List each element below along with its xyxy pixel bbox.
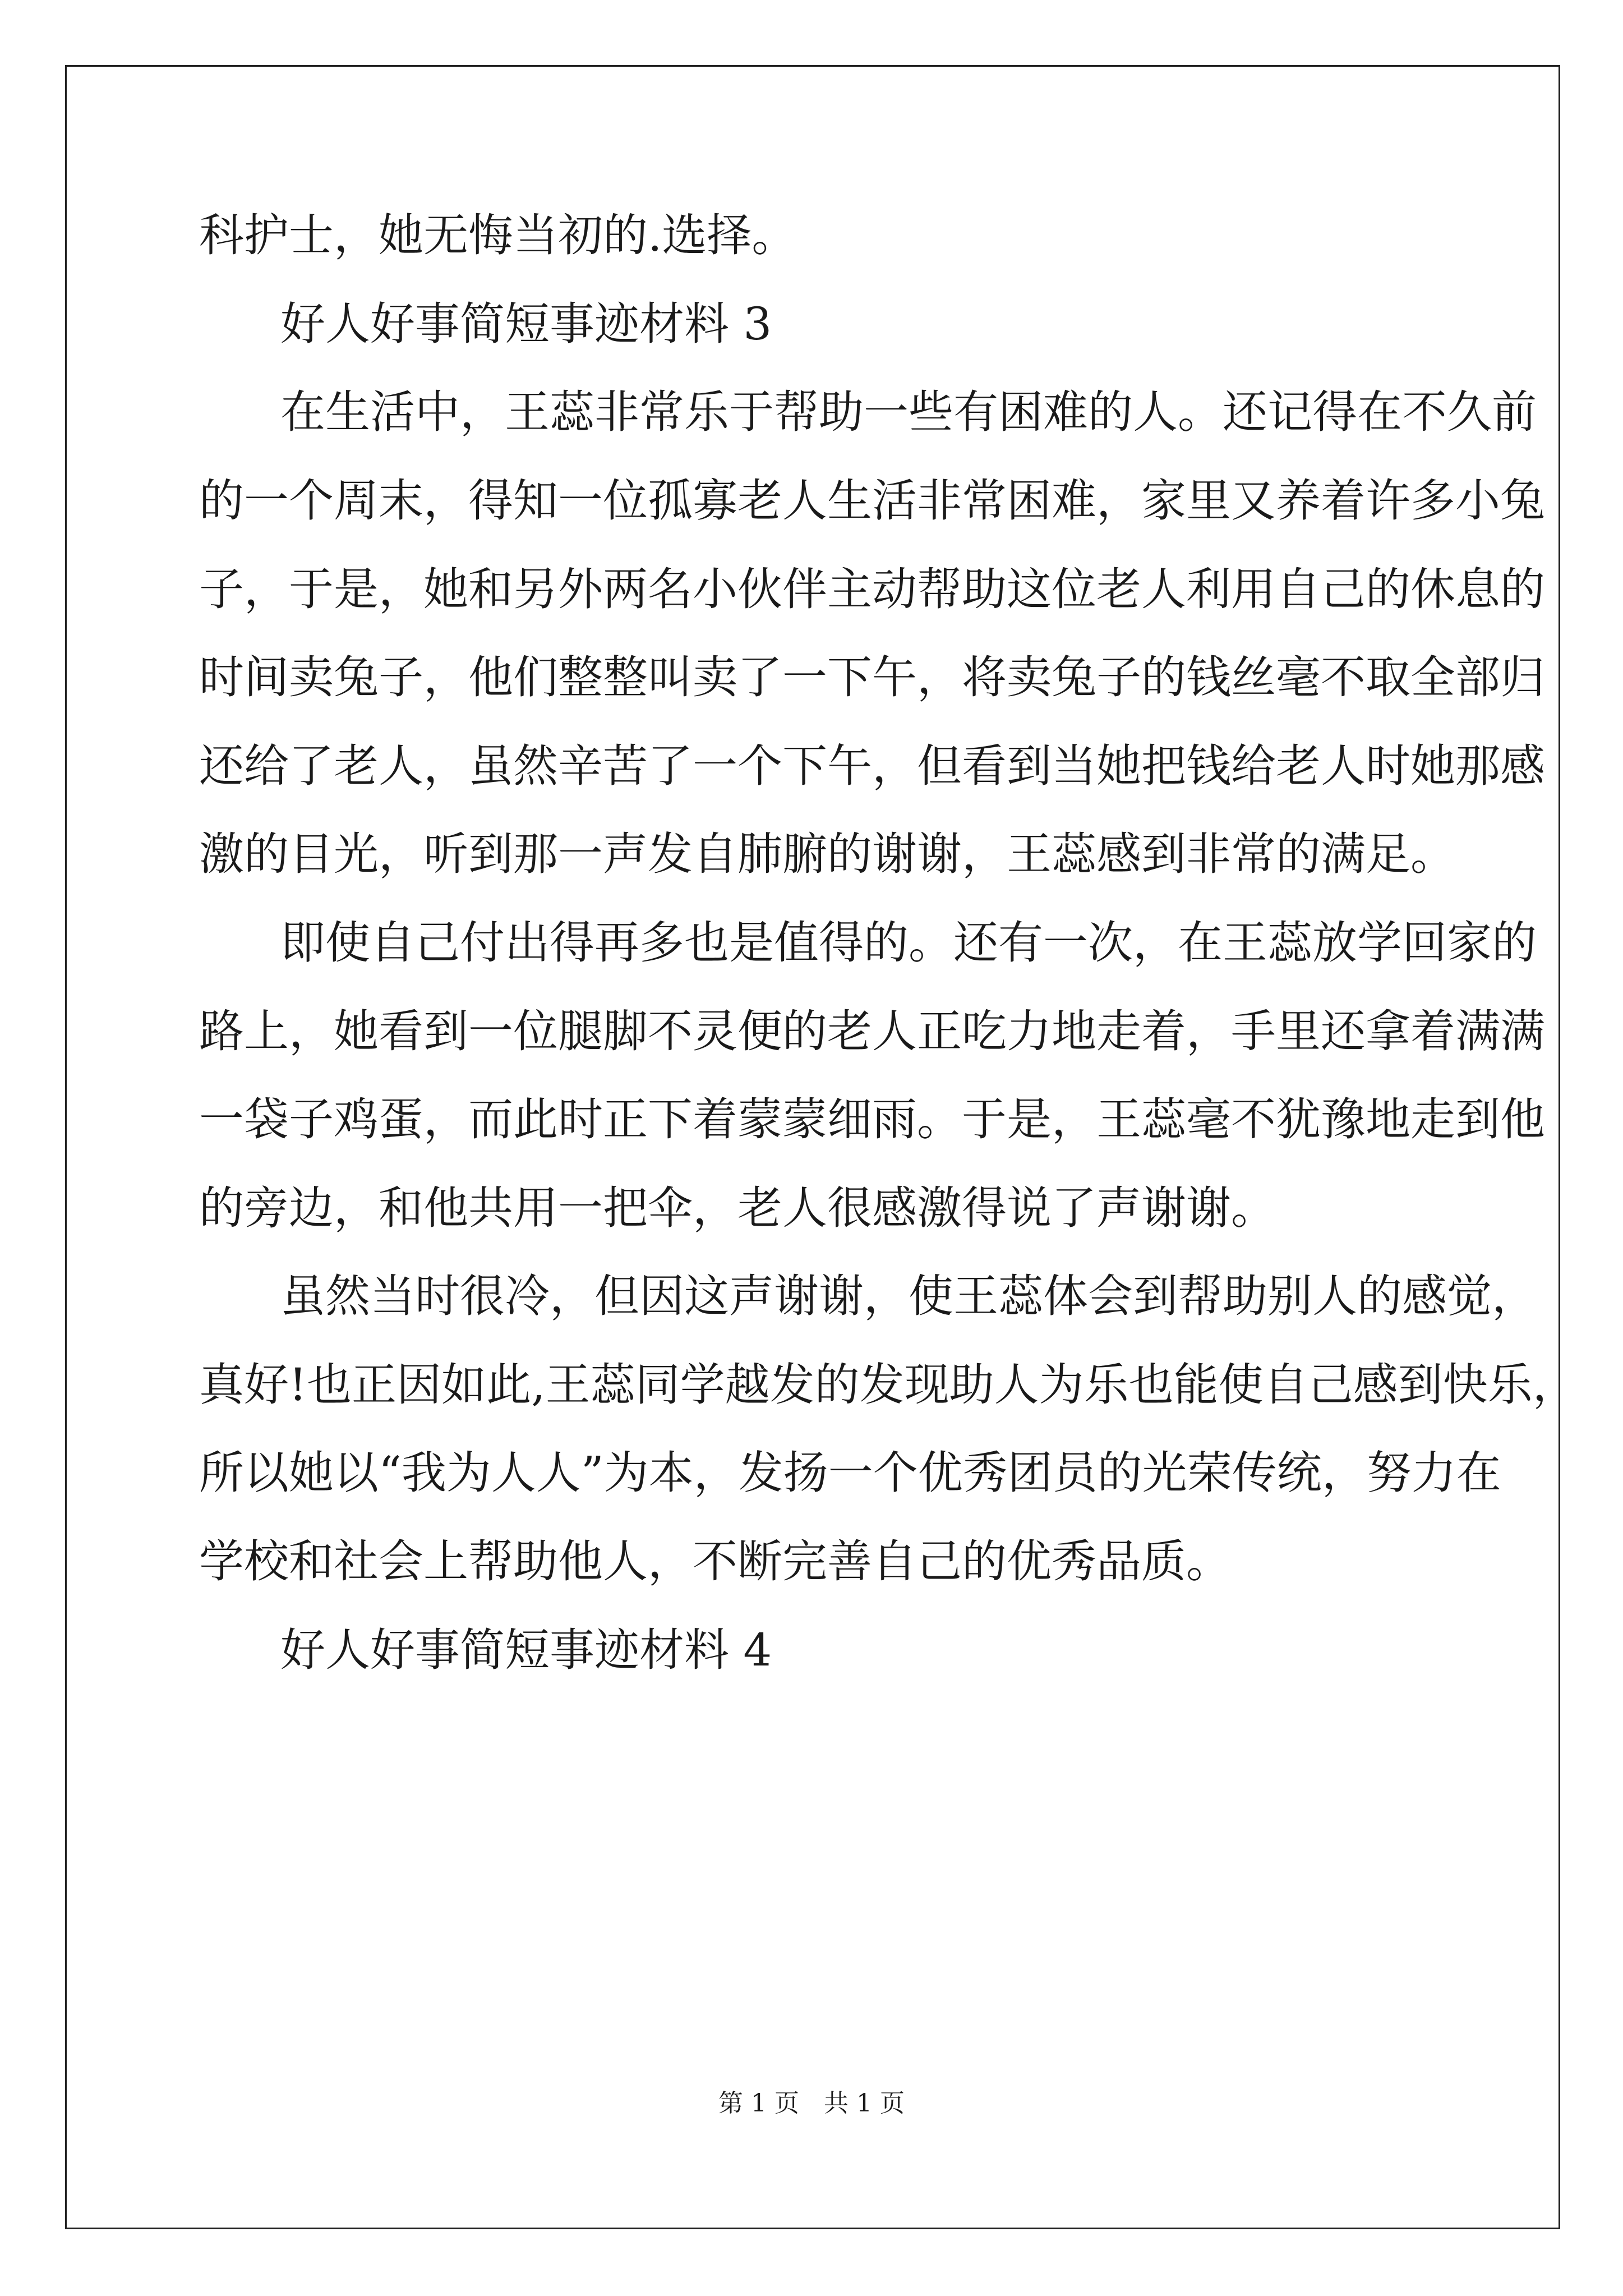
body-line-3: 在生活中，王蕊非常乐于帮助一些有困难的人。还记得在不久前	[280, 386, 1537, 438]
body-line-13: 虽然当时很冷，但因这声谢谢，使王蕊体会到帮助别人的感觉，	[280, 1270, 1537, 1322]
body-line-5: 子，于是，她和另外两名小伙伴主动帮助这位老人利用自己的休息的	[199, 563, 1545, 615]
body-line-8: 激的目光，听到那一声发自肺腑的谢谢，王蕊感到非常的满足。	[199, 828, 1455, 880]
body-line-7: 还给了老人，虽然辛苦了一个下午，但看到当她把钱给老人时她那感	[199, 740, 1545, 792]
section-heading-4: 好人好事简短事迹材料 4	[280, 1624, 772, 1676]
page-footer: 第 1 页 共 1 页	[718, 2089, 905, 2118]
body-line-6: 时间卖兔子，他们整整叫卖了一下午，将卖兔子的钱丝毫不取全部归	[199, 651, 1545, 703]
body-line-11: 一袋子鸡蛋，而此时正下着蒙蒙细雨。于是，王蕊毫不犹豫地走到他	[199, 1093, 1545, 1145]
body-line-14: 真好!也正因如此,王蕊同学越发的发现助人为乐也能使自己感到快乐，	[199, 1359, 1578, 1411]
body-line-12: 的旁边，和他共用一把伞，老人很感激得说了声谢谢。	[199, 1182, 1276, 1234]
body-line-10: 路上，她看到一位腿脚不灵便的老人正吃力地走着，手里还拿着满满	[199, 1005, 1545, 1057]
body-line-4: 的一个周末，得知一位孤寡老人生活非常困难，家里又养着许多小兔	[199, 475, 1545, 527]
body-line-1: 科护士，她无悔当初的.选择。	[199, 209, 797, 261]
section-heading-3: 好人好事简短事迹材料 3	[280, 298, 772, 350]
body-line-15: 所以她以“我为人人”为本，发扬一个优秀团员的光荣传统，努力在	[199, 1447, 1501, 1499]
body-line-16: 学校和社会上帮助他人，不断完善自己的优秀品质。	[199, 1535, 1231, 1588]
body-line-9: 即使自己付出得再多也是值得的。还有一次，在王蕊放学回家的	[280, 917, 1537, 969]
